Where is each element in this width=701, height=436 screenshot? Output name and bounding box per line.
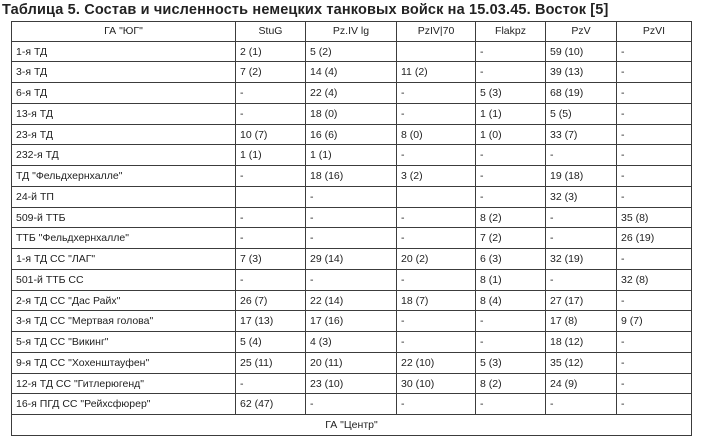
- value-cell: 5 (3): [476, 352, 546, 373]
- unit-name: ТТБ "Фельдхернхалле": [12, 228, 236, 249]
- value-cell: 68 (19): [546, 83, 617, 104]
- value-cell: -: [236, 228, 306, 249]
- value-cell: 35 (8): [617, 207, 692, 228]
- value-cell: 14 (4): [306, 62, 397, 83]
- value-cell: -: [476, 62, 546, 83]
- value-cell: 19 (18): [546, 166, 617, 187]
- footer-row: [12, 415, 692, 436]
- unit-name: 3-я ТД: [12, 62, 236, 83]
- value-cell: 7 (3): [236, 249, 306, 270]
- value-cell: 10 (7): [236, 124, 306, 145]
- value-cell: -: [546, 228, 617, 249]
- value-cell: -: [306, 207, 397, 228]
- table-row: [12, 207, 692, 228]
- value-cell: 59 (10): [546, 41, 617, 62]
- unit-name: 232-я ТД: [12, 145, 236, 166]
- value-cell: 8 (2): [476, 207, 546, 228]
- value-cell: -: [476, 394, 546, 415]
- value-cell: 17 (16): [306, 311, 397, 332]
- value-cell: 20 (11): [306, 352, 397, 373]
- header-column: PzIV|70: [397, 22, 476, 42]
- value-cell: 32 (8): [617, 269, 692, 290]
- table-row: [12, 166, 692, 187]
- value-cell: 32 (19): [546, 249, 617, 270]
- value-cell: -: [617, 352, 692, 373]
- unit-name: 5-я ТД СС "Викинг": [12, 332, 236, 353]
- value-cell: -: [617, 166, 692, 187]
- table-row: [12, 228, 692, 249]
- value-cell: -: [397, 311, 476, 332]
- value-cell: -: [306, 269, 397, 290]
- value-cell: -: [476, 41, 546, 62]
- value-cell: 3 (2): [397, 166, 476, 187]
- value-cell: 16 (6): [306, 124, 397, 145]
- value-cell: 8 (1): [476, 269, 546, 290]
- header-column: StuG: [236, 22, 306, 42]
- value-cell: 26 (19): [617, 228, 692, 249]
- value-cell: 2 (1): [236, 41, 306, 62]
- value-cell: 18 (16): [306, 166, 397, 187]
- value-cell: 22 (4): [306, 83, 397, 104]
- value-cell: -: [476, 186, 546, 207]
- value-cell: -: [476, 166, 546, 187]
- header-row: [12, 22, 692, 42]
- table-row: [12, 62, 692, 83]
- unit-name: 501-й ТТБ СС: [12, 269, 236, 290]
- table-row: [12, 290, 692, 311]
- value-cell: -: [306, 186, 397, 207]
- value-cell: -: [397, 332, 476, 353]
- value-cell: -: [546, 269, 617, 290]
- table-row: [12, 373, 692, 394]
- tank-forces-table: [11, 21, 692, 436]
- value-cell: 5 (4): [236, 332, 306, 353]
- unit-name: 1-я ТД: [12, 41, 236, 62]
- table-row: [12, 41, 692, 62]
- value-cell: 17 (8): [546, 311, 617, 332]
- value-cell: -: [617, 124, 692, 145]
- value-cell: 62 (47): [236, 394, 306, 415]
- value-cell: 33 (7): [546, 124, 617, 145]
- value-cell: 1 (1): [306, 145, 397, 166]
- unit-name: 2-я ТД СС "Дас Райх": [12, 290, 236, 311]
- table-row: [12, 352, 692, 373]
- value-cell: 22 (14): [306, 290, 397, 311]
- table-row: [12, 269, 692, 290]
- value-cell: 18 (7): [397, 290, 476, 311]
- unit-name: 13-я ТД: [12, 103, 236, 124]
- table-title: Таблица 5. Состав и численность немецких танковых войск на 15.03.45. Восток [5]: [2, 2, 609, 18]
- value-cell: -: [397, 103, 476, 124]
- army-group-center-label: ГА "Центр": [12, 415, 692, 436]
- value-cell: 18 (0): [306, 103, 397, 124]
- value-cell: 24 (9): [546, 373, 617, 394]
- header-column: PzVI: [617, 22, 692, 42]
- value-cell: 8 (0): [397, 124, 476, 145]
- value-cell: [397, 41, 476, 62]
- value-cell: 1 (1): [476, 103, 546, 124]
- table-row: [12, 103, 692, 124]
- value-cell: -: [617, 41, 692, 62]
- unit-name: 509-й ТТБ: [12, 207, 236, 228]
- table-row: [12, 145, 692, 166]
- value-cell: -: [397, 269, 476, 290]
- value-cell: 6 (3): [476, 249, 546, 270]
- header-column: Flakpz: [476, 22, 546, 42]
- table-row: [12, 332, 692, 353]
- value-cell: 35 (12): [546, 352, 617, 373]
- value-cell: 29 (14): [306, 249, 397, 270]
- value-cell: -: [617, 83, 692, 104]
- value-cell: 11 (2): [397, 62, 476, 83]
- value-cell: -: [617, 373, 692, 394]
- value-cell: 22 (10): [397, 352, 476, 373]
- value-cell: -: [617, 145, 692, 166]
- value-cell: -: [236, 166, 306, 187]
- header-army-group: ГА "ЮГ": [12, 22, 236, 42]
- unit-name: 6-я ТД: [12, 83, 236, 104]
- value-cell: -: [397, 228, 476, 249]
- value-cell: 7 (2): [476, 228, 546, 249]
- table-row: [12, 249, 692, 270]
- unit-name: 16-я ПГД СС "Рейхсфюрер": [12, 394, 236, 415]
- value-cell: -: [397, 145, 476, 166]
- value-cell: -: [397, 83, 476, 104]
- value-cell: 9 (7): [617, 311, 692, 332]
- value-cell: 30 (10): [397, 373, 476, 394]
- table-row: [12, 186, 692, 207]
- unit-name: 3-я ТД СС "Мертвая голова": [12, 311, 236, 332]
- value-cell: 1 (1): [236, 145, 306, 166]
- value-cell: 8 (2): [476, 373, 546, 394]
- table-row: [12, 83, 692, 104]
- value-cell: 23 (10): [306, 373, 397, 394]
- value-cell: 26 (7): [236, 290, 306, 311]
- value-cell: -: [617, 62, 692, 83]
- value-cell: 25 (11): [236, 352, 306, 373]
- value-cell: -: [476, 311, 546, 332]
- header-column: Pz.IV lg: [306, 22, 397, 42]
- value-cell: -: [476, 145, 546, 166]
- value-cell: -: [236, 269, 306, 290]
- value-cell: -: [306, 228, 397, 249]
- unit-name: 12-я ТД СС "Гитлерюгенд": [12, 373, 236, 394]
- value-cell: 7 (2): [236, 62, 306, 83]
- value-cell: 4 (3): [306, 332, 397, 353]
- value-cell: -: [236, 207, 306, 228]
- value-cell: 5 (5): [546, 103, 617, 124]
- value-cell: -: [236, 373, 306, 394]
- value-cell: -: [617, 332, 692, 353]
- value-cell: 17 (13): [236, 311, 306, 332]
- value-cell: -: [617, 103, 692, 124]
- value-cell: -: [397, 207, 476, 228]
- value-cell: 20 (2): [397, 249, 476, 270]
- value-cell: 27 (17): [546, 290, 617, 311]
- header-column: PzV: [546, 22, 617, 42]
- value-cell: -: [236, 103, 306, 124]
- value-cell: -: [617, 249, 692, 270]
- unit-name: ТД "Фельдхернхалле": [12, 166, 236, 187]
- table-row: [12, 311, 692, 332]
- value-cell: -: [546, 207, 617, 228]
- unit-name: 9-я ТД СС "Хохенштауфен": [12, 352, 236, 373]
- table-row: [12, 124, 692, 145]
- value-cell: -: [546, 145, 617, 166]
- value-cell: -: [476, 332, 546, 353]
- value-cell: 5 (3): [476, 83, 546, 104]
- table-row: [12, 394, 692, 415]
- value-cell: 8 (4): [476, 290, 546, 311]
- value-cell: 1 (0): [476, 124, 546, 145]
- unit-name: 23-я ТД: [12, 124, 236, 145]
- value-cell: 5 (2): [306, 41, 397, 62]
- value-cell: -: [397, 394, 476, 415]
- value-cell: [236, 186, 306, 207]
- value-cell: 18 (12): [546, 332, 617, 353]
- value-cell: -: [617, 394, 692, 415]
- value-cell: -: [617, 186, 692, 207]
- value-cell: -: [617, 290, 692, 311]
- value-cell: -: [546, 394, 617, 415]
- value-cell: 39 (13): [546, 62, 617, 83]
- value-cell: 32 (3): [546, 186, 617, 207]
- value-cell: -: [236, 83, 306, 104]
- unit-name: 24-й ТП: [12, 186, 236, 207]
- value-cell: -: [306, 394, 397, 415]
- unit-name: 1-я ТД СС "ЛАГ": [12, 249, 236, 270]
- value-cell: [397, 186, 476, 207]
